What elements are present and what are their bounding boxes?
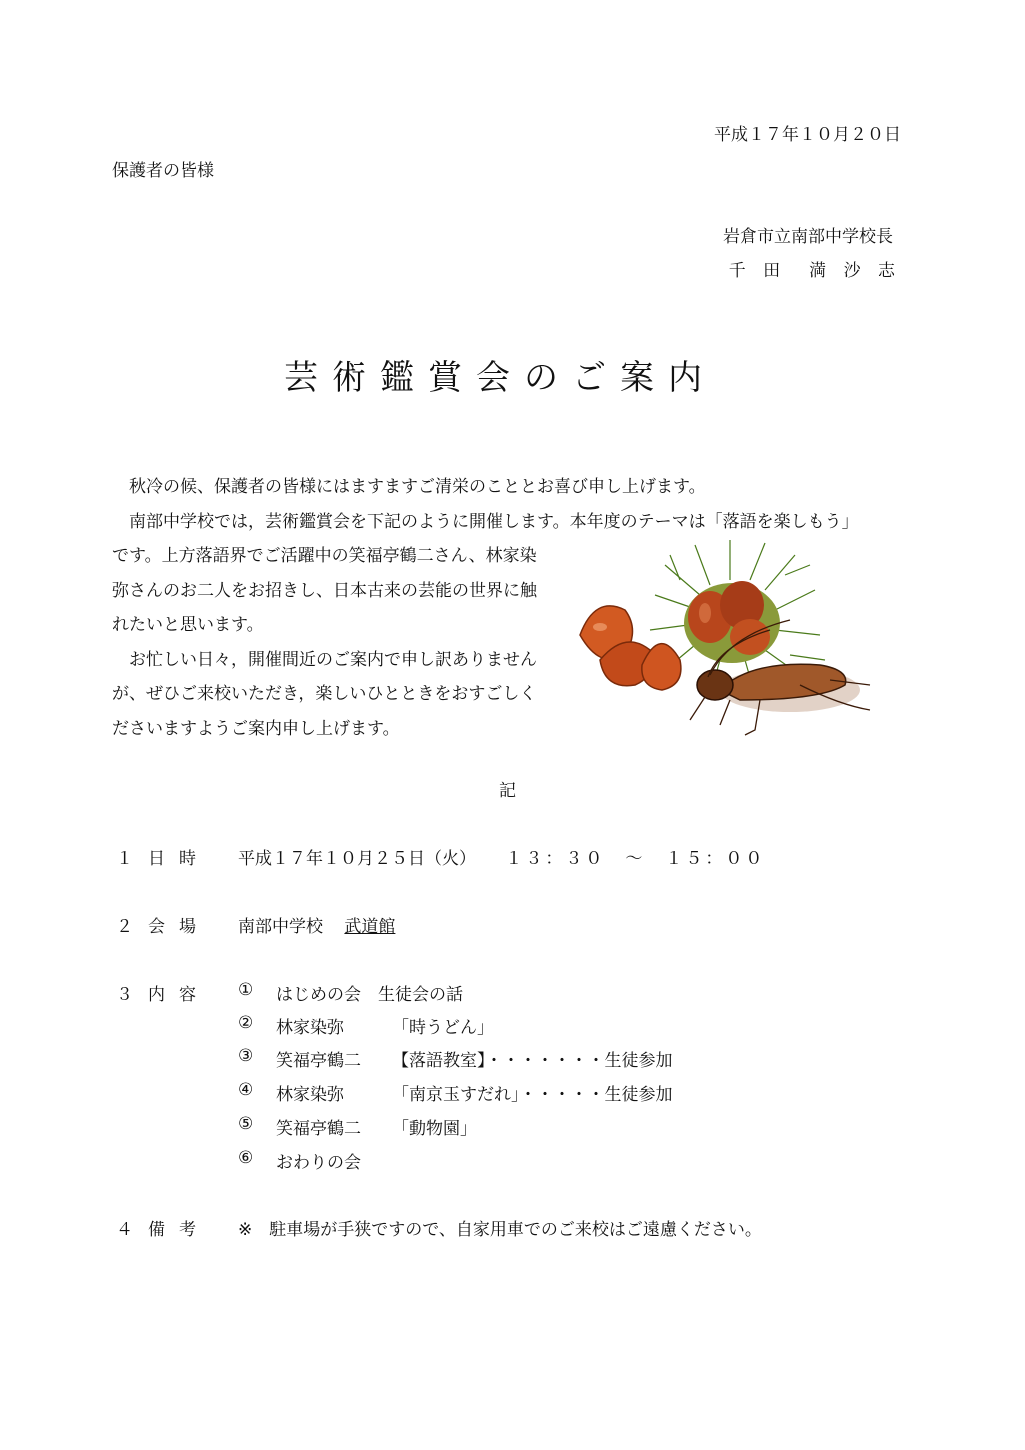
program-number: ③ — [238, 1046, 254, 1066]
item-number: ２ — [116, 917, 133, 937]
event-time: １３：３０ ～ １５：００ — [505, 849, 766, 869]
body-line: 南部中学校では，芸術鑑賞会を下記のように開催します。本年度のテーマは「落語を楽しもう」 — [129, 511, 859, 532]
program-title: 「南京玉すだれ」・・・・・生徒参加 — [392, 1085, 673, 1105]
item-value-datetime — [238, 844, 765, 869]
loose-chestnuts — [580, 606, 681, 690]
body-line: 秋冷の候、保護者の皆様にはますますご清栄のこととお喜び申し上げます。 — [129, 477, 706, 497]
body-line: ださいますようご案内申し上げます。 — [112, 718, 400, 739]
item-number: １ — [116, 849, 133, 869]
item-label-venue: 会場 — [148, 917, 210, 937]
program-performer: 笑福亭鶴二 — [276, 1051, 361, 1071]
body-line: お忙しい日々，開催間近のご案内で申し訳ありません — [129, 649, 537, 670]
program-title: 【落語教室】・・・・・・・生徒参加 — [392, 1051, 673, 1071]
body-line: です。上方落語界でご活躍中の笑福亭鶴二さん、林家染 — [112, 546, 537, 566]
item-label-content: 内容 — [148, 985, 210, 1005]
item-number: ４ — [116, 1220, 133, 1240]
program-title: 「時うどん」 — [392, 1018, 494, 1038]
program-number: ⑤ — [238, 1114, 254, 1134]
chestnut-cricket-illustration — [570, 535, 900, 750]
program-performer: 林家染弥 — [276, 1085, 344, 1105]
principal-name: 千 田 満 沙 志 — [728, 261, 901, 281]
program-performer: 林家染弥 — [276, 1018, 344, 1038]
document-date: 平成１７年１０月２０日 — [714, 125, 901, 145]
program-performer: はじめの会 生徒会の話 — [276, 985, 463, 1005]
program-performer: おわりの会 — [276, 1153, 361, 1173]
venue-hall: 武道館 — [344, 917, 396, 937]
item-label-notes: 備考 — [148, 1220, 210, 1240]
program-performer: 笑福亭鶴二 — [276, 1119, 361, 1139]
ki-heading: 記 — [499, 781, 516, 801]
body-line: れたいと思います。 — [112, 615, 264, 635]
program-number: ⑥ — [238, 1148, 254, 1168]
venue-place: 南部中学校 — [238, 917, 323, 937]
program-number: ② — [238, 1013, 254, 1033]
item-value-notes: ※ 駐車場が手狭ですので、自家用車でのご来校はご遠慮ください。 — [238, 1220, 762, 1240]
item-value-venue — [238, 912, 395, 937]
school-name: 岩倉市立南部中学校長 — [723, 227, 893, 247]
program-number: ④ — [238, 1080, 254, 1100]
item-number: ３ — [116, 985, 133, 1005]
body-line: 弥さんのお二人をお招きし、日本古来の芸能の世界に触 — [112, 580, 537, 601]
item-label-datetime: 日時 — [148, 849, 210, 869]
body-line: が、ぜひご来校いただき，楽しいひとときをおすごしく — [112, 684, 537, 704]
event-date: 平成１７年１０月２５日（火） — [238, 849, 476, 869]
page-title: 芸術鑑賞会のご案内 — [284, 358, 716, 398]
program-number: ① — [238, 980, 254, 1000]
addressee: 保護者の皆様 — [112, 161, 214, 181]
program-title: 「動物園」 — [392, 1119, 477, 1139]
